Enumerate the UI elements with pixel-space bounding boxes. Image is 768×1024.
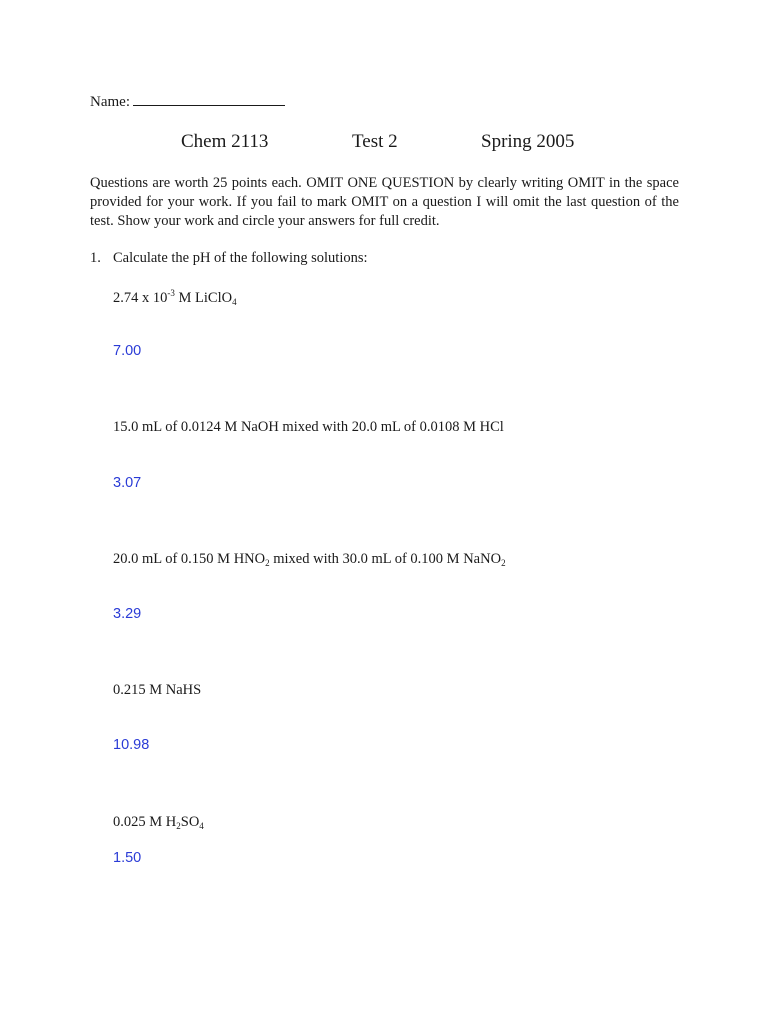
part-e-problem (113, 814, 204, 831)
test-title: Test 2 (352, 131, 398, 152)
part-e-text-2: SO (180, 814, 200, 830)
part-c-subscript-2: 2 (501, 558, 506, 568)
name-label: Name: (90, 94, 130, 110)
term-title: Spring 2005 (481, 131, 575, 152)
part-b-problem: 15.0 mL of 0.0124 M NaOH mixed with 20.0 mL of 0.0108 M HCl (113, 419, 504, 435)
part-a-answer: 7.00 (113, 343, 142, 359)
part-e-text-1: 0.025 M H (113, 814, 177, 830)
question-number: 1. (90, 250, 101, 266)
question-1 (90, 250, 368, 267)
part-d-answer: 10.98 (113, 737, 150, 753)
instructions-paragraph: Questions are worth 25 points each. OMIT ONE QUESTION by clearly writing OMIT in the space provided for your work. If you fail to mark OMIT on a question I will omit the last question of the test. Show your work and circle your answers for full credit. (90, 175, 679, 229)
part-e-answer: 1.50 (113, 850, 142, 866)
part-a-subscript: 4 (232, 297, 237, 307)
part-c-text-2: mixed with 30.0 mL of 0.100 M NaNO (269, 551, 502, 567)
part-c-problem (113, 551, 506, 568)
question-prompt: Calculate the pH of the following solutions: (113, 250, 368, 266)
part-c-answer: 3.29 (113, 606, 142, 622)
part-a-exponent: -3 (167, 288, 175, 298)
course-title: Chem 2113 (181, 131, 269, 152)
name-blank-line (133, 92, 285, 106)
part-a-text-1: 2.74 x 10 (113, 290, 168, 306)
part-a-text-2: M LiClO (174, 290, 233, 306)
part-b-answer: 3.07 (113, 475, 142, 491)
part-d-problem: 0.215 M NaHS (113, 682, 202, 698)
part-a-problem (113, 288, 237, 307)
name-field (90, 92, 285, 111)
part-e-subscript-1: 2 (176, 821, 181, 831)
part-e-subscript-2: 4 (199, 821, 204, 831)
part-c-text-1: 20.0 mL of 0.150 M HNO (113, 551, 266, 567)
part-c-subscript-1: 2 (265, 558, 270, 568)
